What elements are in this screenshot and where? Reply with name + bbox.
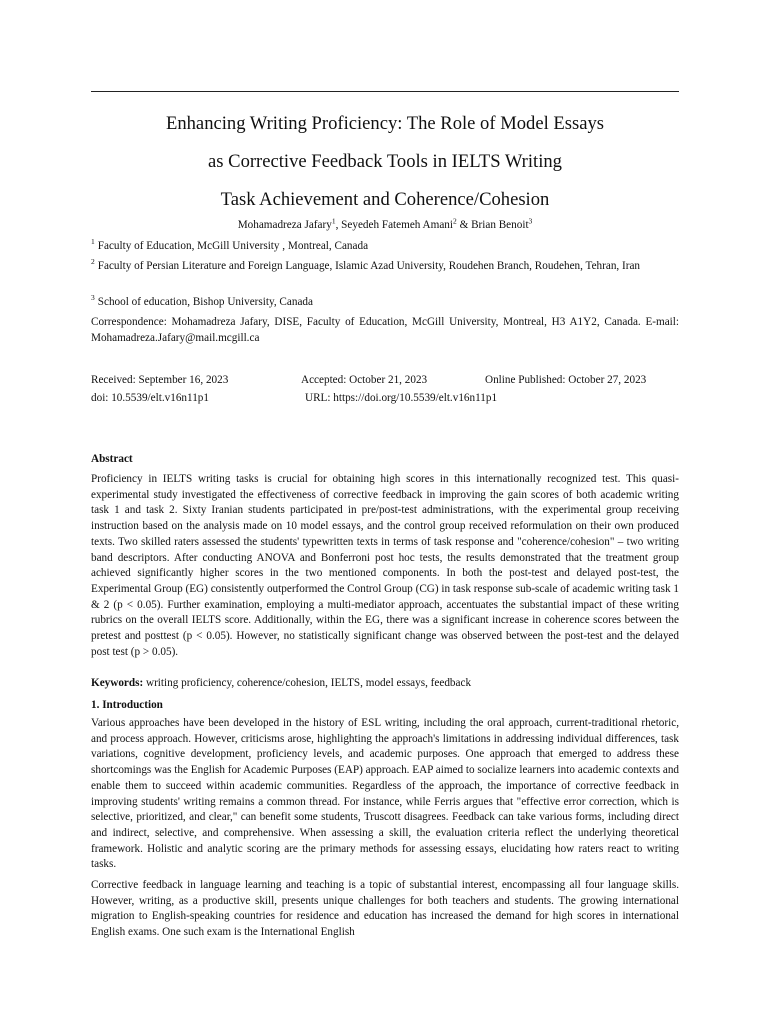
abstract-text: Proficiency in IELTS writing tasks is crucial for obtaining high scores in this internationally recognized test. This quasi-experimental study investigated the effectiveness of corrective feedback in improving the gain scores of both academic writing task 1 and task 2. Sixty Iranian students participated in pre/post-test administrations, with the experimental group receiving instruction based on the analysis made on 10 model essays, and the control group received reformulation on their own produced texts. Two skilled raters assessed the students' typewritten texts in terms of task response and "coherence/cohesion" – two writing band descriptors. After conducting ANOVA and Bonferroni post hoc tests, the results demonstrated that the treatment group achieved significantly higher scores in the two mentioned components. In both the post-test and delayed post-test, the Experimental Group (EG) consistently outperformed the Control Group (CG) in task response sub-scale of academic writing task 1 & 2 (p < 0.05). Further examination, employing a multi-mediator approach, accentuates the substantial impact of these writing rubrics on the overall IELTS score. Additionally, within the EG, there was a significant increase in coherence scores between the pretest and posttest (p < 0.05). However, no statistically significant change was observed between the post-test and the delayed post test (p > 0.05). <box>91 473 679 658</box>
author-2: Seyedeh Fatemeh Amani <box>341 219 454 231</box>
keywords-text: writing proficiency, coherence/cohesion, IELTS, model essays, feedback <box>143 677 472 689</box>
paper-title <box>91 105 679 219</box>
title-line-1: Enhancing Writing Proficiency: The Role of Model Essays <box>165 113 604 134</box>
title-line-2: as Corrective Feedback Tools in IELTS Writing <box>208 151 562 172</box>
abstract-heading: Abstract <box>91 453 133 465</box>
keywords-label: Keywords: <box>91 677 144 689</box>
affiliation-2 <box>91 259 679 275</box>
author-separator: & <box>456 219 472 231</box>
header-rule <box>91 91 679 92</box>
title-line-3: Task Achievement and Coherence/Cohesion <box>220 189 550 210</box>
received-date: Received: September 16, 2023 <box>91 374 229 386</box>
published-date: Online Published: October 27, 2023 <box>485 374 647 386</box>
author-separator: , <box>335 219 342 231</box>
introduction-paragraph-2: Corrective feedback in language learning and teaching is a topic of substantial interest, encompassing all four language skills. However, writing, as a productive skill, presents unique challenges for both teachers and students. The growing international migration to English-speaking countries for residence and education has increased the demand for high scores in international English exams. One such exam is the International English <box>91 879 679 939</box>
author-3: Brian Benoit <box>471 219 529 231</box>
accepted-date: Accepted: October 21, 2023 <box>301 374 428 386</box>
author-2-affiliation: 2 <box>453 216 457 226</box>
affiliation-text: Faculty of Persian Literature and Foreign Language, Islamic Azad University, Roudehen Branch, Roudehen, Tehran, Iran <box>97 260 641 272</box>
keywords <box>91 675 679 691</box>
publication-dates <box>91 371 679 407</box>
affiliation-3 <box>91 295 679 311</box>
affiliation-text: School of education, Bishop University, Canada <box>97 296 313 308</box>
correspondence: Correspondence: Mohamadreza Jafary, DISE, Faculty of Education, McGill University, Montreal, H3 A1Y2, Canada. E-mail: Mohamadreza.Jafary@mail.mcgill.ca <box>91 316 679 344</box>
affiliation-number: 3 <box>91 293 95 303</box>
doi: doi: 10.5539/elt.v16n11p1 <box>91 392 209 404</box>
affiliation-number: 2 <box>91 257 95 267</box>
author-1: Mohamadreza Jafary <box>237 219 332 231</box>
affiliation-1 <box>91 239 679 255</box>
affiliation-text: Faculty of Education, McGill University , Montreal, Canada <box>97 240 369 252</box>
author-1-affiliation: 1 <box>331 216 336 226</box>
introduction-body <box>91 716 679 941</box>
introduction-paragraph-1: Various approaches have been developed in the history of ESL writing, including the oral approach, current-traditional rhetoric, and process approach. However, criticisms arose, highlighting the approach's limitations in addressing individual differences, task variations, cognitive development, proficiency levels, and academic purposes. One approach that emerged to address these shortcomings was the English for Academic Purposes (EAP) approach. EAP aimed to socialize learners into academic contexts and enable them to succeed within academic communities. Regardless of the approach, the importance of corrective feedback in improving students' writing remains a common thread. For instance, while Ferris argues that "effective error correction, which is selective, prioritized, and clear," can benefit some students, Truscott disagrees. Feedback can take various forms, including direct and indirect, selective, and comprehensive. When assessing a skill, the evaluation criteria reflect the underlying theoretical framework. Holistic and analytic scoring are the primary methods for assessing essays, elucidating how raters react to writing tasks. <box>91 717 680 871</box>
affiliation-number: 1 <box>91 237 95 247</box>
author-3-affiliation: 3 <box>528 216 533 226</box>
introduction-heading: 1. Introduction <box>91 699 163 711</box>
doi-url-link[interactable]: URL: https://doi.org/10.5539/elt.v16n11p1 <box>305 392 498 404</box>
author-list <box>91 217 679 233</box>
